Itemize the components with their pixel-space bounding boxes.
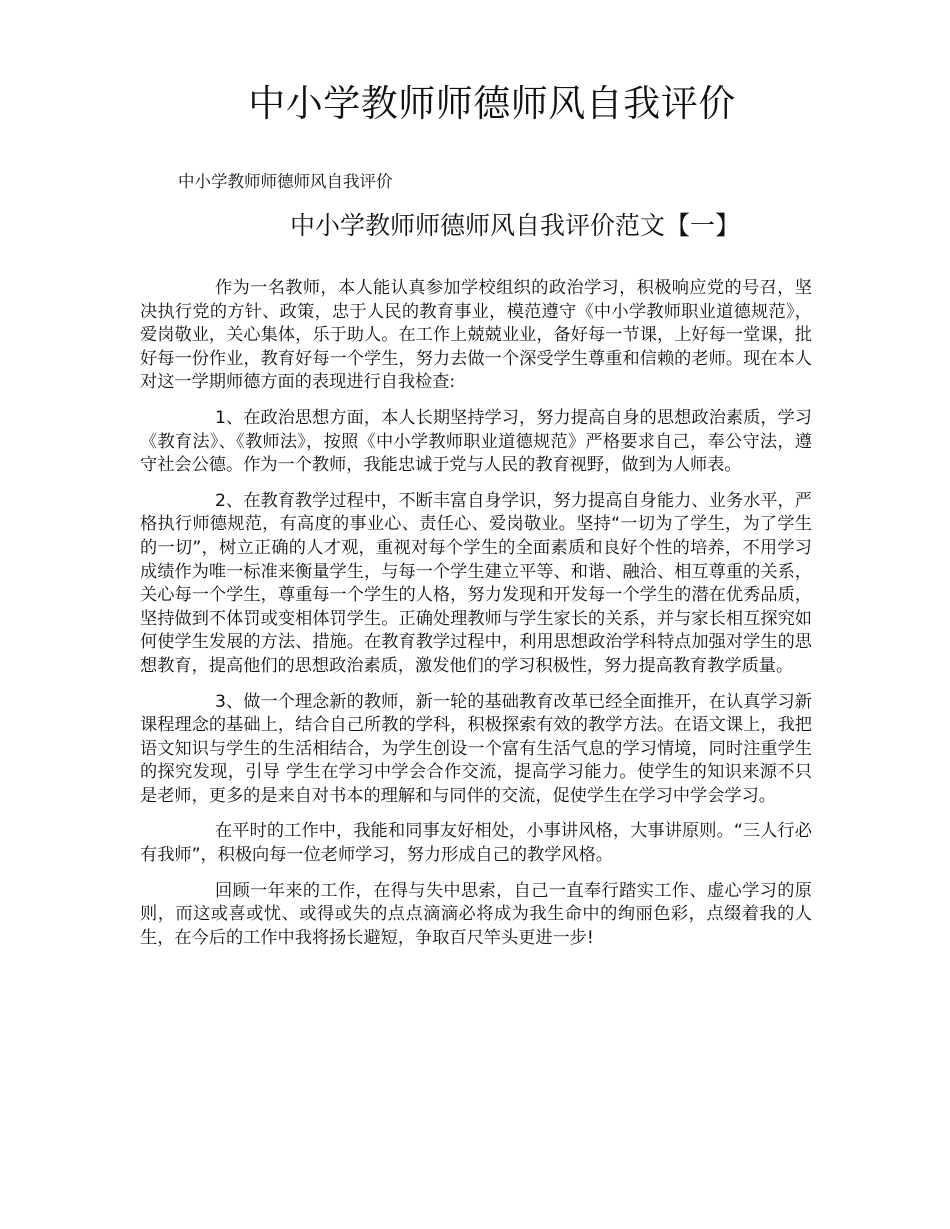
section-title: 中小学教师师德师风自我评价范文【一】 <box>289 211 740 240</box>
paragraph-point-2: 2、在教育教学过程中，不断丰富自身学识，努力提高自身能力、业务水平，严格执行师德规范，有高度的事业心、责任心、爱岗敬业。坚持“一切为了学生，为了学生的一切”，树立正确的人才观，重视对每个学生的全面素质和良好个性的培养，不用学习成绩作为唯一标准来衡量学生，与每一个学生建立平等、和谐、融洽、相互尊重的关系，关心每一个学生，尊重每一个学生的人格，努力发现和开发每一个学生的潜在优秀品质，坚持做到不体罚或变相体罚学生。正确处理教师与学生家长的关系，并与家长相互探究如何使学生发展的方法、措施。在教育教学过程中，利用思想政治学科特点加强对学生的思想教育，提高他们的思想政治素质，激发他们的学习积极性，努力提高教育教学质量。 <box>140 490 812 676</box>
paragraph-point-1: 1、在政治思想方面，本人长期坚持学习，努力提高自身的思想政治素质，学习《教育法》、《教师法》，按照《中小学教师职业道德规范》严格要求自己，奉公守法，遵守社会公德。作为一个教师，我能忠诚于党与人民的教育视野，做到为人师表。 <box>140 407 812 476</box>
paragraph-colleagues: 在平时的工作中，我能和同事友好相处，小事讲风格，大事讲原则。“三人行必有我师”，积极向每一位老师学习，努力形成自己的教学风格。 <box>140 821 812 866</box>
page-title: 中小学教师师德师风自我评价 <box>248 82 736 125</box>
document-body <box>140 277 812 962</box>
paragraph-point-3: 3、做一个理念新的教师，新一轮的基础教育改革已经全面推开，在认真学习新课程理念的基础上，结合自己所教的学科，积极探索有效的教学方法。在语文课上，我把语文知识与学生的生活相结合，为学生创设一个富有生活气息的学习情境，同时注重学生的探究发现，引导 学生在学习中学会合作交流，提高学习能力。使学生的知识来源不只是老师，更多的是来自对书本的理解和与同伴的交流，促使学生在学习中学会学习。 <box>140 691 812 806</box>
paragraph-intro: 作为一名教师，本人能认真参加学校组织的政治学习，积极响应党的号召，坚决执行党的方针、政策，忠于人民的教育事业，模范遵守《中小学教师职业道德规范》，爱岗敬业，关心集体，乐于助人。在工作上兢兢业业，备好每一节课，上好每一堂课，批好每一份作业，教育好每一个学生，努力去做一个深受学生尊重和信赖的老师。现在本人对这一学期师德方面的表现进行自我检查: <box>140 278 812 393</box>
paragraph-conclusion: 回顾一年来的工作，在得与失中思索，自己一直奉行踏实工作、虚心学习的原则，而这或喜或忧、或得或失的点点滴滴必将成为我生命中的绚丽色彩，点缀着我的人生，在今后的工作中我将扬长避短，争取百尺竿头更进一步! <box>140 880 812 948</box>
document-subtitle: 中小学教师师德师风自我评价 <box>178 172 393 191</box>
